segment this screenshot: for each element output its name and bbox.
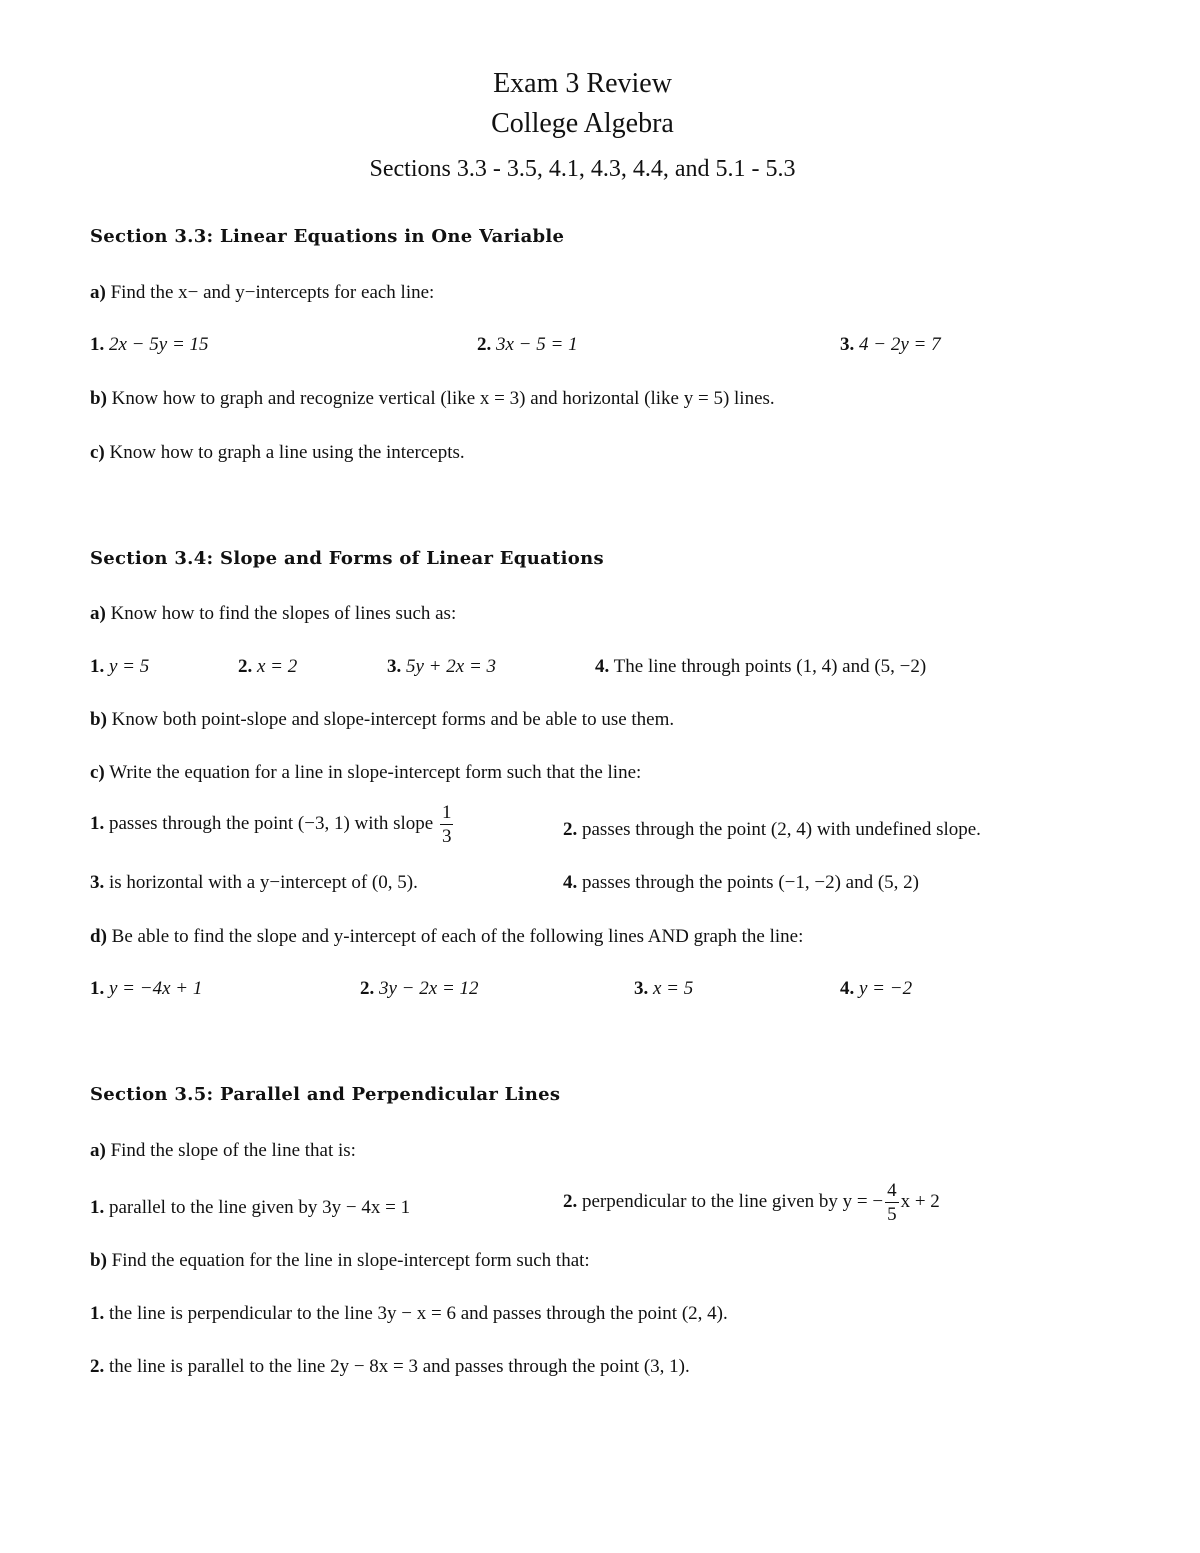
item-text: perpendicular to the line given by y = − (582, 1190, 884, 1212)
part-label: c) (90, 762, 105, 783)
s34-a-item-4 (595, 657, 926, 676)
fraction-numerator: 1 (441, 802, 452, 823)
item-expression: 2x − 5y = 15 (109, 334, 209, 355)
item-text: passes through the point (−3, 1) with slope (109, 812, 434, 834)
s33-part-a (90, 283, 434, 302)
part-text: Be able to find the slope and y-intercept of each of the following lines AND graph the line: (111, 926, 804, 947)
s35-b-item-2 (90, 1357, 690, 1376)
item-number: 2. (90, 1356, 105, 1377)
sections-covered: Sections 3.3 - 3.5, 4.1, 4.3, 4.4, and 5.1 - 5.3 (369, 156, 796, 182)
item-expression: 5y + 2x = 3 (406, 656, 497, 677)
s34-d-item-1 (90, 979, 202, 998)
item-number: 1. (90, 334, 105, 355)
section-3-4-heading: Section 3.4: Slope and Forms of Linear Equations (90, 548, 604, 569)
item-text: passes through the points (−1, −2) and (5, 2) (582, 872, 919, 893)
part-text: Find the equation for the line in slope-intercept form such that: (111, 1250, 590, 1271)
item-expression: x = 2 (257, 656, 298, 677)
part-text: Know how to graph and recognize vertical (like x = 3) and horizontal (like y = 5) lines. (111, 388, 775, 409)
s34-c-item-3 (90, 873, 418, 892)
s33-item-3 (840, 335, 941, 354)
s34-part-c (90, 763, 641, 782)
slope-fraction (885, 1181, 899, 1224)
item-number: 1. (90, 1303, 105, 1324)
s35-part-a (90, 1141, 356, 1160)
section-3-3-heading: Section 3.3: Linear Equations in One Variable (90, 226, 565, 247)
s33-item-1 (90, 335, 209, 354)
s33-part-c (90, 443, 465, 462)
part-label: d) (90, 926, 107, 947)
item-expression: y = −4x + 1 (109, 978, 203, 999)
part-text: Know how to graph a line using the intercepts. (109, 442, 465, 463)
part-text: Find the slope of the line that is: (110, 1140, 356, 1161)
item-expression: The line through points (1, 4) and (5, −2) (613, 656, 927, 677)
part-text: Find the x− and y−intercepts for each line: (110, 282, 435, 303)
s34-part-d (90, 927, 803, 946)
s34-part-a (90, 604, 456, 623)
part-text: Write the equation for a line in slope-intercept form such that the line: (109, 762, 642, 783)
item-number: 4. (595, 656, 610, 677)
item-expression: 3y − 2x = 12 (379, 978, 479, 999)
part-label: a) (90, 282, 106, 303)
s34-d-item-4 (840, 979, 912, 998)
item-number: 4. (563, 872, 578, 893)
item-number: 2. (477, 334, 492, 355)
item-text: the line is parallel to the line 2y − 8x = 3 and passes through the point (3, 1). (109, 1356, 690, 1377)
s33-part-b (90, 389, 775, 408)
item-expression: 3x − 5 = 1 (496, 334, 578, 355)
part-label: a) (90, 603, 106, 624)
item-number: 3. (90, 872, 105, 893)
item-number: 3. (634, 978, 649, 999)
page-title: Exam 3 Review (493, 68, 672, 99)
s35-a-item-2 (563, 1181, 940, 1224)
item-number: 2. (238, 656, 253, 677)
item-text-tail: x + 2 (900, 1190, 940, 1212)
fraction-denominator: 3 (441, 826, 452, 847)
s34-c-item-1 (90, 803, 455, 846)
s34-a-item-3 (387, 657, 496, 676)
item-text: passes through the point (2, 4) with undefined slope. (582, 819, 981, 840)
item-number: 3. (387, 656, 402, 677)
s34-c-item-4 (563, 873, 919, 892)
part-label: a) (90, 1140, 106, 1161)
part-label: b) (90, 388, 107, 409)
item-expression: y = 5 (109, 656, 150, 677)
s35-b-item-1 (90, 1304, 728, 1323)
part-label: c) (90, 442, 105, 463)
item-number: 1. (90, 656, 105, 677)
part-text: Know how to find the slopes of lines such as: (110, 603, 457, 624)
item-number: 1. (90, 812, 105, 834)
item-text: the line is perpendicular to the line 3y − x = 6 and passes through the point (2, 4). (109, 1303, 728, 1324)
item-expression: 4 − 2y = 7 (859, 334, 941, 355)
part-label: b) (90, 1250, 107, 1271)
item-number: 1. (90, 978, 105, 999)
item-number: 3. (840, 334, 855, 355)
s35-a-item-1 (90, 1198, 410, 1217)
item-number: 2. (563, 1190, 578, 1212)
item-text: parallel to the line given by 3y − 4x = 1 (109, 1197, 411, 1218)
item-expression: y = −2 (859, 978, 913, 999)
s35-part-b (90, 1251, 590, 1270)
s34-d-item-3 (634, 979, 693, 998)
fraction-numerator: 4 (887, 1180, 897, 1201)
part-label: b) (90, 709, 107, 730)
item-number: 2. (360, 978, 375, 999)
s34-d-item-2 (360, 979, 479, 998)
part-text: Know both point-slope and slope-intercept forms and be able to use them. (111, 709, 675, 730)
item-expression: x = 5 (653, 978, 694, 999)
s34-part-b (90, 710, 674, 729)
item-number: 1. (90, 1197, 105, 1218)
s34-a-item-1 (90, 657, 149, 676)
item-number: 2. (563, 819, 578, 840)
item-number: 4. (840, 978, 855, 999)
s34-c-item-2 (563, 820, 981, 839)
item-text: is horizontal with a y−intercept of (0, 5). (109, 872, 418, 893)
fraction-denominator: 5 (887, 1204, 897, 1225)
slope-fraction (440, 803, 454, 846)
s34-a-item-2 (238, 657, 297, 676)
s33-item-2 (477, 335, 578, 354)
section-3-5-heading: Section 3.5: Parallel and Perpendicular Lines (90, 1084, 561, 1105)
course-name: College Algebra (491, 108, 674, 139)
